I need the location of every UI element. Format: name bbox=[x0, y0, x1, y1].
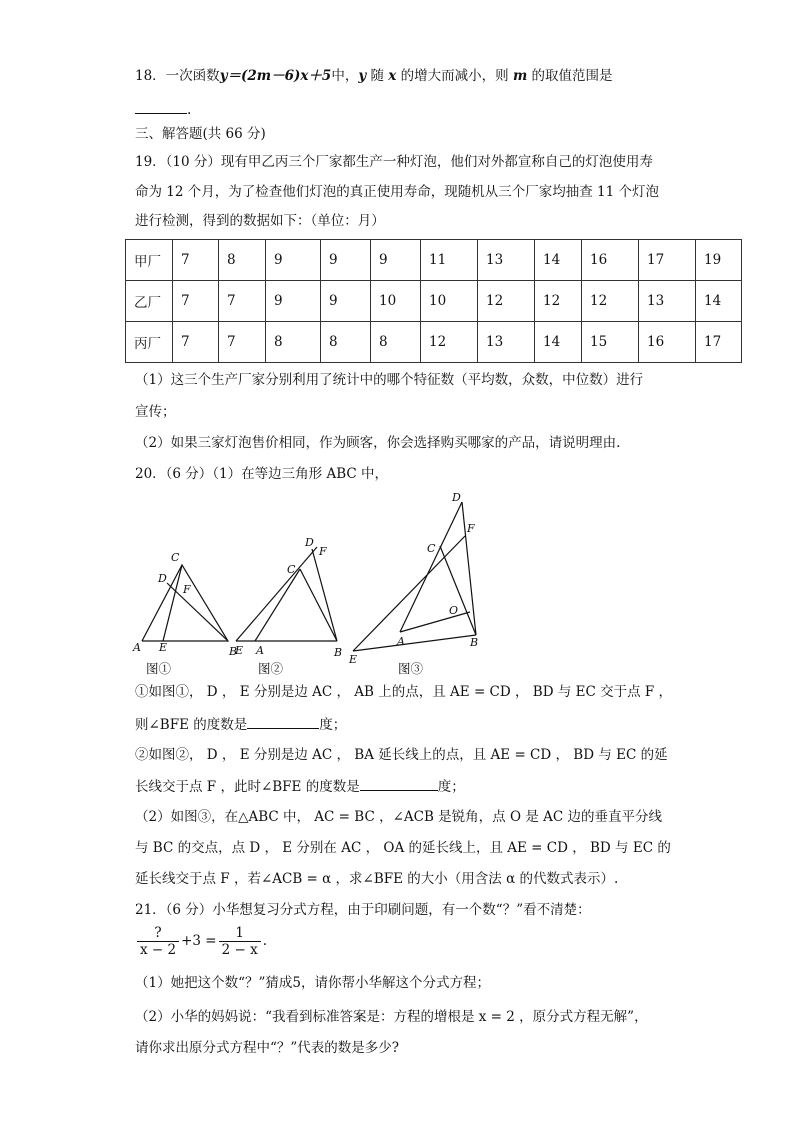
fig1-triangle bbox=[142, 565, 228, 641]
fig2-label-d: D bbox=[305, 536, 314, 549]
fig3-line-ad bbox=[400, 502, 462, 632]
table-cell: 16 bbox=[582, 240, 639, 281]
table-cell: 14 bbox=[696, 281, 742, 322]
q20-s1-line2: 则∠BFE 的度数是 度； bbox=[135, 714, 346, 735]
table-cell: 9 bbox=[371, 240, 421, 281]
fig2-label-e: E bbox=[235, 644, 244, 657]
q20-part2-line2: 与 BC 的交点，点 D ， E 分别在 AC ， OA 的延长线上，且 AE = CD ， BD 与 EC 的 bbox=[135, 840, 671, 856]
table-cell: 13 bbox=[478, 322, 535, 363]
q20-s2-answer-blank bbox=[360, 776, 438, 791]
table-cell: 7 bbox=[173, 281, 219, 322]
fig3-caption: 图③ bbox=[398, 661, 424, 676]
table-cell: 12 bbox=[478, 281, 535, 322]
section-3-heading: 三、解答题(共 66 分) bbox=[135, 126, 266, 142]
fig3-line-ef bbox=[353, 536, 465, 651]
fig3-label-b: B bbox=[470, 636, 479, 649]
q19-part1-line2: 宣传； bbox=[135, 404, 176, 420]
q21-equation: $\frac{?}{x - 2}$ +3 = $\frac{1}{2 - x}$ . bbox=[135, 925, 267, 958]
table-row bbox=[126, 240, 742, 281]
fig1-line-bd bbox=[167, 583, 228, 641]
q20-s1-answer-blank bbox=[247, 714, 319, 729]
fig3-label-o: O bbox=[449, 604, 459, 617]
table-cell: 7 bbox=[219, 281, 266, 322]
q20-s1-line1: ①如图①， D ， E 分别是边 AC ， AB 上的点，且 AE = CD ， BD 与 EC 交于点 F ， bbox=[135, 684, 673, 700]
table-row-header: 乙厂 bbox=[126, 281, 173, 322]
q20-s2-line1: ②如图②， D ， E 分别是边 AC ， BA 延长线上的点，且 AE = CD ， BD 与 EC 的延 bbox=[135, 747, 668, 763]
table-cell: 8 bbox=[219, 240, 266, 281]
table-cell: 16 bbox=[639, 322, 696, 363]
fig3-line-ao bbox=[400, 612, 470, 632]
table-cell: 10 bbox=[421, 281, 478, 322]
table-cell: 17 bbox=[696, 322, 742, 363]
fig2-label-b: B bbox=[334, 646, 343, 659]
q19-line3: 进行检测，得到的数据如下：（单位：月） bbox=[135, 213, 385, 229]
fig1-label-a: A bbox=[133, 641, 141, 654]
q19-line1: 19．（10 分）现有甲乙丙三个厂家都生产一种灯泡，他们对外都宣称自己的灯泡使用寿 bbox=[135, 154, 653, 170]
q21-fraction-right: $\frac{1}{2 - x}$ bbox=[219, 925, 261, 958]
table-cell: 10 bbox=[371, 281, 421, 322]
fig1-line-ec bbox=[163, 565, 182, 641]
table-cell: 8 bbox=[266, 322, 321, 363]
table-row bbox=[126, 322, 742, 363]
fig3-line-db bbox=[462, 502, 476, 635]
table-cell: 7 bbox=[173, 240, 219, 281]
table-cell: 7 bbox=[219, 322, 266, 363]
fig3-line-cb bbox=[440, 546, 476, 635]
fig3-label-d: D bbox=[452, 491, 461, 504]
fig2-line-ef bbox=[236, 547, 317, 641]
table-cell: 17 bbox=[639, 240, 696, 281]
table-cell: 11 bbox=[421, 240, 478, 281]
fig2-side-ac bbox=[255, 569, 300, 641]
table-cell: 13 bbox=[478, 240, 535, 281]
q21-part1: （1）她把这个数“？”猜成5，请你帮小华解这个分式方程； bbox=[135, 975, 490, 991]
fig1-label-d: D bbox=[158, 572, 167, 585]
table-cell: 8 bbox=[321, 322, 371, 363]
q19-data-table bbox=[125, 239, 742, 363]
q20-part2-line3: 延长线交于点 F ，若∠ACB = α ，求∠BFE 的大小（用含法 α 的代数式表示）. bbox=[135, 871, 619, 887]
fig2-label-a: A bbox=[256, 644, 264, 657]
table-cell: 12 bbox=[582, 281, 639, 322]
fig3-label-e: E bbox=[349, 653, 358, 666]
fig3-label-c: C bbox=[427, 542, 436, 555]
table-cell: 15 bbox=[582, 322, 639, 363]
q20-line1: 20．（6 分）（1）在等边三角形 ABC 中， bbox=[135, 466, 388, 482]
q19-line2: 命为 12 个月，为了检查他们灯泡的真正使用寿命，现随机从三个厂家均抽查 11 个灯泡 bbox=[135, 184, 660, 200]
q18-answer-line: . bbox=[135, 99, 191, 120]
table-cell: 14 bbox=[535, 322, 582, 363]
q21-part2-line1: （2）小华的妈妈说：“我看到标准答案是：方程的增根是 x = 2 ，原分式方程无解”， bbox=[135, 1009, 648, 1025]
table-cell: 8 bbox=[371, 322, 421, 363]
fig1-label-c: C bbox=[171, 551, 180, 564]
table-row-header: 丙厂 bbox=[126, 322, 173, 363]
table-cell: 19 bbox=[696, 240, 742, 281]
fig1-label-f: F bbox=[183, 583, 191, 596]
table-cell: 9 bbox=[266, 240, 321, 281]
table-cell: 14 bbox=[535, 240, 582, 281]
q21-line1: 21．（6 分）小华想复习分式方程，由于印刷问题，有一个数“？”看不清楚： bbox=[135, 902, 591, 918]
q18-line1: 18．一次函数y＝(2m－6)x＋5中，y 随 x 的增大而减小，则 m 的取值范围是 bbox=[135, 68, 613, 84]
table-row-header: 甲厂 bbox=[126, 240, 173, 281]
table-cell: 12 bbox=[535, 281, 582, 322]
fig2-line-bd bbox=[312, 549, 337, 641]
q18-answer-blank bbox=[135, 99, 187, 114]
q19-part1-line1: （1）这三个生产厂家分别利用了统计中的哪个特征数（平均数，众数，中位数）进行 bbox=[135, 372, 644, 388]
table-cell: 7 bbox=[173, 322, 219, 363]
fig1-label-e: E bbox=[159, 641, 168, 654]
table-cell: 9 bbox=[321, 240, 371, 281]
q21-fraction-left: $\frac{?}{x - 2}$ bbox=[137, 925, 179, 958]
fig3-label-f: F bbox=[467, 522, 475, 535]
table-cell: 9 bbox=[266, 281, 321, 322]
table-row bbox=[126, 281, 742, 322]
fig2-side-cb bbox=[300, 569, 337, 641]
q20-part2-line1: （2）如图③，在△ABC 中， AC = BC ，∠ACB 是锐角，点 O 是 AC 边的垂直平分线 bbox=[135, 809, 662, 825]
fig3-label-a: A bbox=[397, 635, 405, 648]
table-cell: 9 bbox=[321, 281, 371, 322]
fig2-label-c: C bbox=[287, 563, 296, 576]
fig1-caption: 图① bbox=[146, 661, 172, 676]
fig2-caption: 图② bbox=[258, 661, 284, 676]
table-cell: 13 bbox=[639, 281, 696, 322]
q20-s2-line2: 长线交于点 F ，此时∠BFE 的度数是 度； bbox=[135, 776, 465, 797]
table-cell: 12 bbox=[421, 322, 478, 363]
q21-part2-line2: 请你求出原分式方程中“？”代表的数是多少? bbox=[135, 1040, 400, 1056]
fig3-line-eb bbox=[353, 635, 479, 651]
fig2-label-f: F bbox=[319, 545, 327, 558]
q19-part2: （2）如果三家灯泡售价相同，作为顾客，你会选择购买哪家的产品，请说明理由. bbox=[135, 435, 621, 451]
fig1-label-b: B bbox=[229, 645, 238, 658]
